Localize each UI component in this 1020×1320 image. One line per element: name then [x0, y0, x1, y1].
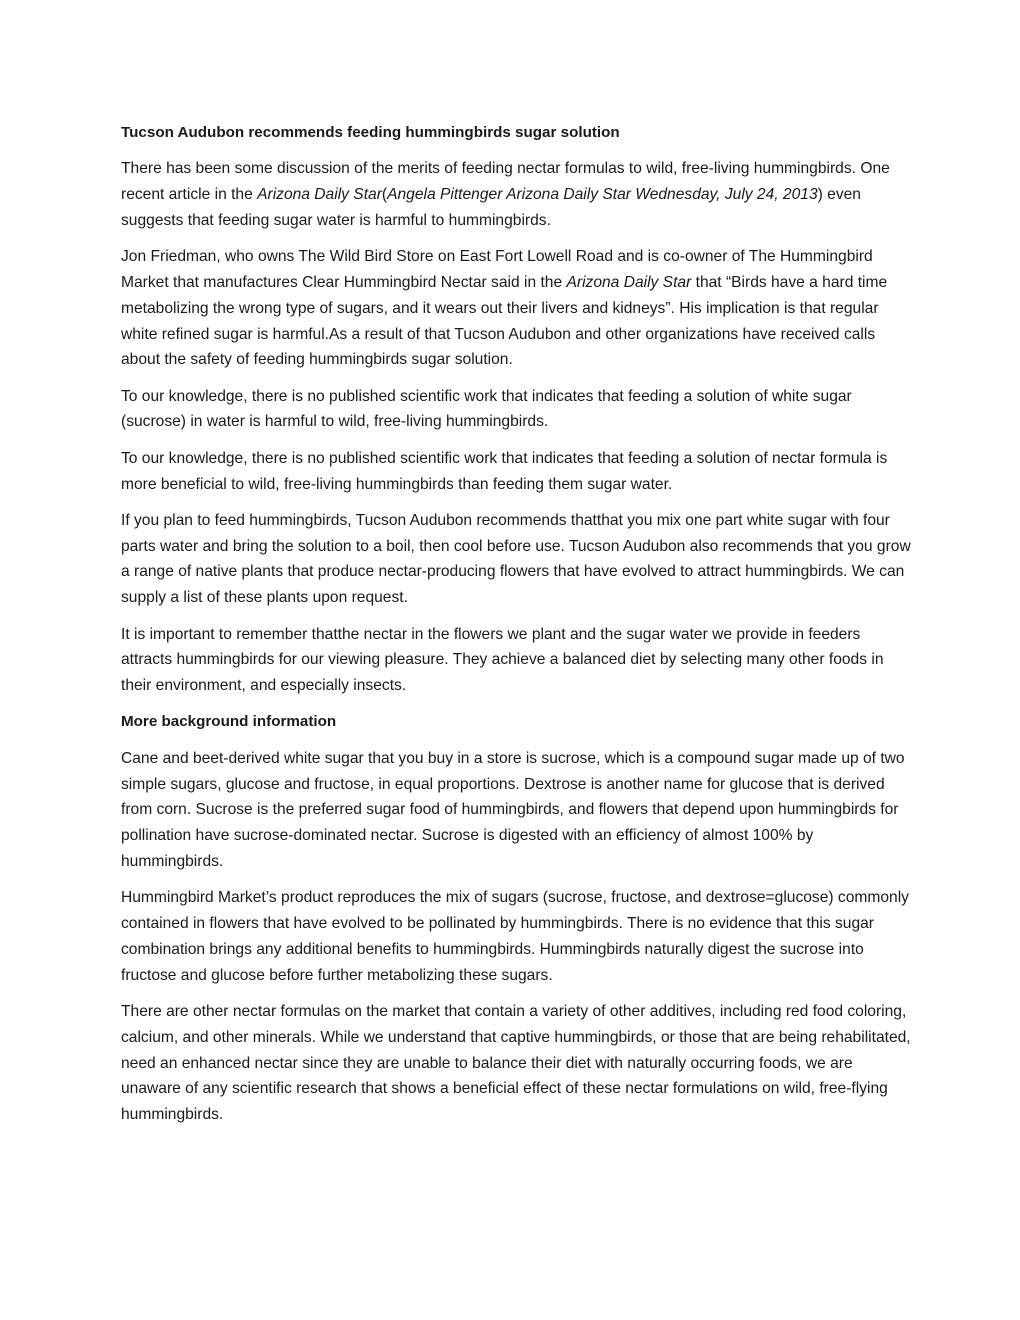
paragraph-intro: [121, 156, 911, 233]
paragraph-reminder: It is important to remember thatthe nectar in the flowers we plant and the sugar water we provide in feeders attracts hummingbirds for our viewing pleasure. They achieve a balanced diet by selecting many other foods in their environment, and especially insects.: [121, 625, 884, 695]
paragraph-sugar-types: Cane and beet-derived white sugar that you buy in a store is sucrose, which is a compound sugar made up of two simple sugars, glucose and fructose, in equal proportions. Dextrose is another name for glucose that is derived from corn. Sucrose is the preferred sugar food of hummingbirds, and flowers that depend upon hummingbirds for pollination have sucrose-dominated nectar. Sucrose is digested with an efficiency of almost 100% by hummingbirds.: [121, 749, 905, 870]
document-page: [121, 120, 911, 1138]
friedman-text-2: that “Birds have a hard time metabolizing the wrong type of sugars, and it wears out their livers and kidneys”. His implication is that regular white refined sugar is harmful.As a result of that Tucson Audubon and other organizations have received calls about the safety of feeding hummingbirds sugar solution.: [121, 273, 888, 369]
newspaper-name: Arizona Daily Star: [257, 186, 382, 204]
section-heading-background: More background information: [121, 713, 337, 731]
article-citation: Angela Pittenger Arizona Daily Star Wednesday, July 24, 2013: [387, 186, 818, 204]
paragraph-other-formulas: There are other nectar formulas on the market that contain a variety of other additives, including red food coloring, calcium, and other minerals. While we understand that captive hummingbirds, or those that are being rehabilitated, need an enhanced nectar since they are unable to balance their diet with naturally occurring foods, we are unaware of any scientific research that shows a beneficial effect of these nectar formulations on wild, free-flying hummingbirds.: [121, 1002, 911, 1124]
intro-text-2: ) even suggests that feeding sugar water is harmful to hummingbirds.: [121, 186, 861, 229]
paragraph-recommendation: If you plan to feed hummingbirds, Tucson Audubon recommends thatthat you mix one part white sugar with four parts water and bring the solution to a boil, then cool before use. Tucson Audubon also recommends that you grow a range of native plants that produce nectar-producing flowers that have evolved to attract hummingbirds. We can supply a list of these plants upon request.: [121, 511, 911, 607]
intro-text-1: There has been some discussion of the merits of feeding nectar formulas to wild, free-living hummingbirds. One recent article in the: [121, 160, 890, 204]
newspaper-name-2: Arizona Daily Star: [566, 273, 692, 291]
paragraph-friedman: [121, 244, 911, 373]
intro-paren-open: (: [381, 186, 388, 204]
paragraph-nectar-benefit: To our knowledge, there is no published scientific work that indicates that feeding a solution of nectar formula is more beneficial to wild, free-living hummingbirds than feeding them sugar water.: [121, 449, 888, 493]
paragraph-sucrose-harm: To our knowledge, there is no published scientific work that indicates that feeding a solution of white sugar (sucrose) in water is harmful to wild, free-living hummingbirds.: [121, 387, 852, 431]
paragraph-market-product: Hummingbird Market’s product reproduces the mix of sugars (sucrose, fructose, and dextrose=glucose) commonly contained in flowers that have evolved to be pollinated by hummingbirds. There is no evidence that this sugar combination brings any additional benefits to hummingbirds. Hummingbirds naturally digest the sucrose into fructose and glucose before further metabolizing these sugars.: [121, 889, 909, 984]
friedman-text-1: Jon Friedman, who owns The Wild Bird Store on East Fort Lowell Road and is co-owner of The Hummingbird Market that manufactures Clear Hummingbird Nectar said in the: [121, 248, 873, 291]
document-title: Tucson Audubon recommends feeding hummingbirds sugar solution: [121, 124, 620, 141]
